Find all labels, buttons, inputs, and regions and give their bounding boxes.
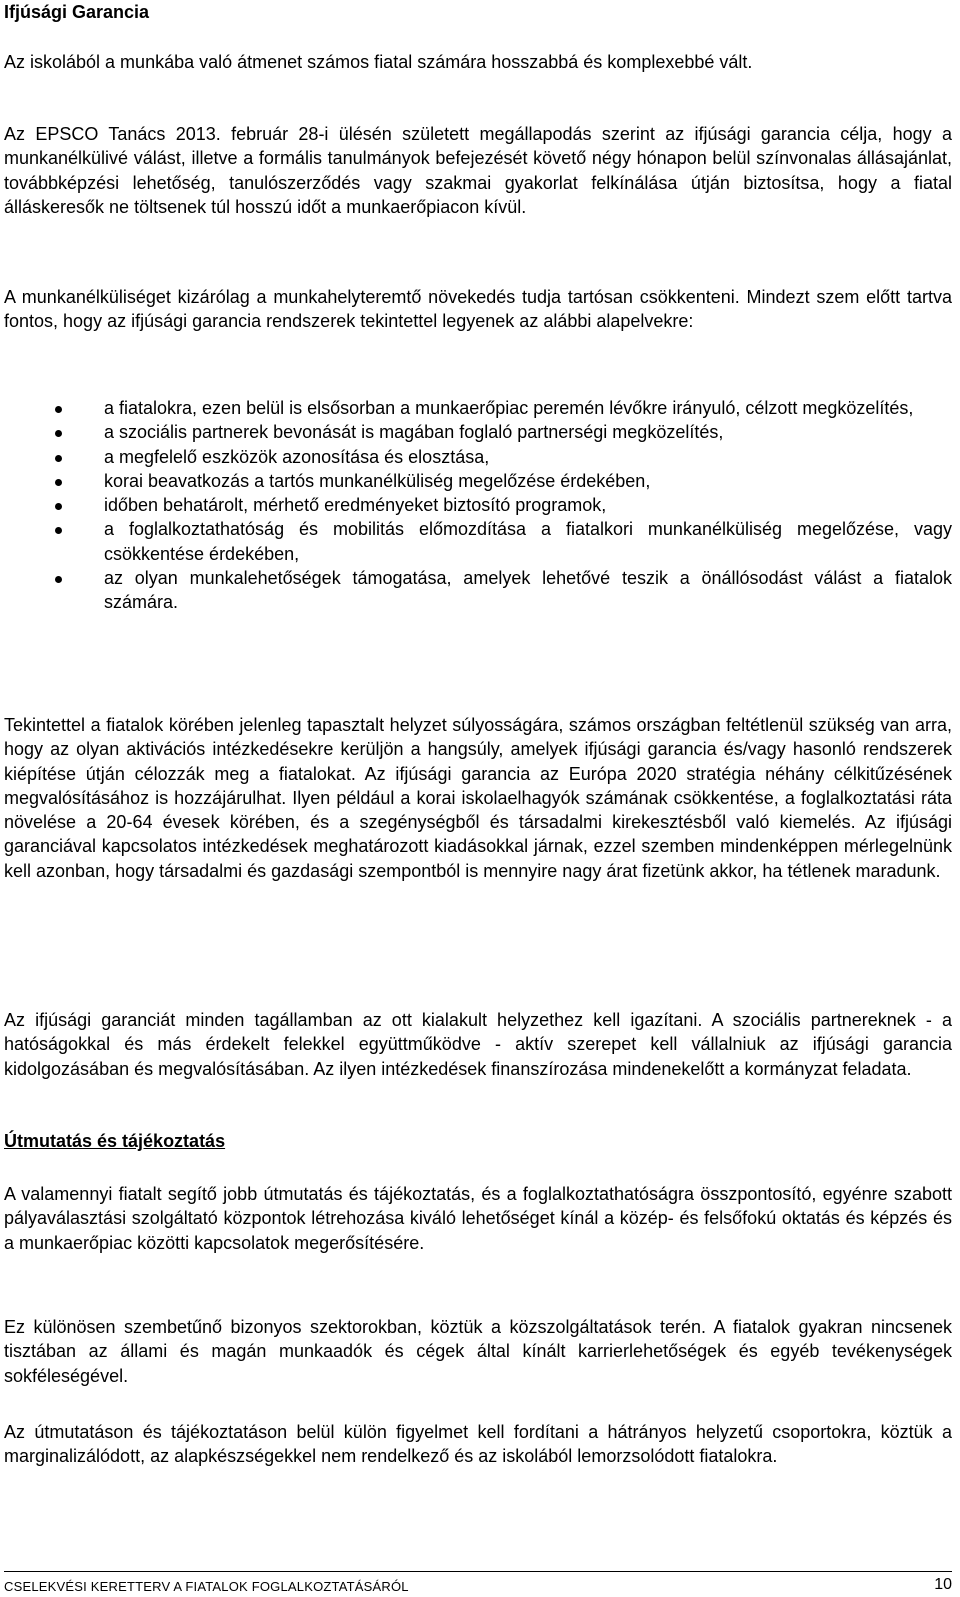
- section-heading-guidance: Útmutatás és tájékoztatás: [4, 1131, 226, 1151]
- principles-list: [4, 396, 952, 615]
- paragraph: Ez különösen szembetűnő bizonyos szektorokban, köztük a közszolgáltatások terén. A fiatalok gyakran nincsenek tisztában az állami és magán munkaadók és cégek által kínált karrierlehetőségek és egyéb tevékenységek sokféleségével.: [4, 1317, 952, 1386]
- bullet-icon: [55, 576, 62, 583]
- list-item: az olyan munkalehetőségek támogatása, amelyek lehetővé teszik a önállósodást válást a fiatalok számára.: [4, 566, 952, 615]
- page-number: 10: [934, 1576, 952, 1593]
- paragraph: Tekintettel a fiatalok körében jelenleg tapasztalt helyzet súlyosságára, számos országban feltétlenül szükség van arra, hogy az olyan aktivációs intézkedésekre kerüljön a hangsúly, amelyek ifjúsági garancia és/vagy hasonló rendszerek kiépítése útján célozzák meg a fiatalokat. Az ifjúsági garancia az Európa 2020 stratégia néhány célkitűzésének megvalósításához is hozzájárulhat. Ilyen például a korai iskolaelhagyók számának csökkentése, a foglalkoztatási ráta növelése a 20-64 évesek körében, és a szegénységből és társadalmi kirekesztésből való kiemelés. Az ifjúsági garanciával kapcsolatos intézkedések meghatározott kiadásokkal járnak, ezzel szemben mindenképpen mérlegelnünk kell azonban, hogy társadalmi és gazdasági szempontból is mennyire nagy árat fizetünk akkor, ha tétlenek maradunk.: [4, 715, 952, 881]
- footer-title: CSELEKVÉSI KERETTERV A FIATALOK FOGLALKOZTATÁSÁRÓL: [4, 1579, 409, 1594]
- list-item: a megfelelő eszközök azonosítása és elosztása,: [4, 445, 952, 469]
- paragraph: Az útmutatáson és tájékoztatáson belül külön figyelmet kell fordítani a hátrányos helyzetű csoportokra, köztük a marginalizálódott, az alapkészségekkel nem rendelkező és az iskolából lemorzsolódott fiatalokra.: [4, 1422, 952, 1467]
- list-item: időben behatárolt, mérhető eredményeket biztosító programok,: [4, 493, 952, 517]
- paragraph: Az EPSCO Tanács 2013. február 28-i ülésén született megállapodás szerint az ifjúsági garancia célja, hogy a munkanélkülivé válást, illetve a formális tanulmányok befejezését követő négy hónapon belül színvonalas állásajánlat, továbbképzési lehetőség, tanulószerződés vagy szakmai gyakorlat felkínálása útján biztosítsa, hogy a fiatal álláskeresők ne töltsenek túl hosszú időt a munkaerőpiacon kívül.: [4, 124, 952, 217]
- list-item: korai beavatkozás a tartós munkanélküliség megelőzése érdekében,: [4, 469, 952, 493]
- bullet-icon: [55, 479, 62, 486]
- bullet-icon: [55, 455, 62, 462]
- bullet-icon: [55, 527, 62, 534]
- page-footer: [4, 1571, 952, 1594]
- list-item: a fiatalokra, ezen belül is elsősorban a munkaerőpiac peremén lévőkre irányuló, célzott megközelítés,: [4, 396, 952, 420]
- paragraph: A munkanélküliséget kizárólag a munkahelyteremtő növekedés tudja tartósan csökkenteni. Mindezt szem előtt tartva fontos, hogy az ifjúsági garancia rendszerek tekintettel legyenek az alábbi alapelvekre:: [4, 287, 952, 332]
- bullet-icon: [55, 406, 62, 413]
- paragraph: A valamennyi fiatalt segítő jobb útmutatás és tájékoztatás, és a foglalkoztathatóságra összpontosító, egyénre szabott pályaválasztási szolgáltató központok létrehozása kiváló lehetőséget kínál a közép- és felsőfokú oktatás és képzés és a munkaerőpiac közötti kapcsolatok megerősítésére.: [4, 1184, 952, 1253]
- list-item: a szociális partnerek bevonását is magában foglaló partnerségi megközelítés,: [4, 420, 952, 444]
- list-item: a foglalkoztathatóság és mobilitás előmozdítása a fiatalkori munkanélküliség megelőzése, vagy csökkentése érdekében,: [4, 517, 952, 566]
- bullet-icon: [55, 430, 62, 437]
- bullet-icon: [55, 503, 62, 510]
- paragraph: Az ifjúsági garanciát minden tagállamban az ott kialakult helyzethez kell igazítani. A szociális partnereknek - a hatóságokkal és más érdekelt felekkel együttműködve - aktív szerepet kell vállalniuk az ifjúsági garancia kidolgozásában és megvalósításában. Az ilyen intézkedések finanszírozása mindenekelőtt a kormányzat feladata.: [4, 1010, 952, 1079]
- section-heading-youth-guarantee: Ifjúsági Garancia: [4, 2, 150, 22]
- paragraph: Az iskolából a munkába való átmenet számos fiatal számára hosszabbá és komplexebbé vált.: [4, 52, 753, 72]
